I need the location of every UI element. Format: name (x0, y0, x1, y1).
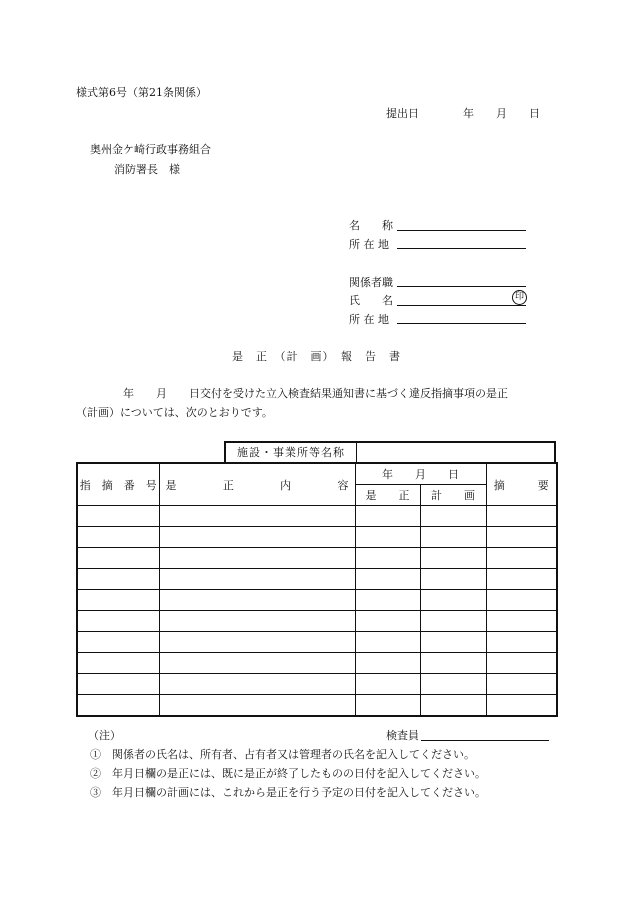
recipient-org: 奥州金ケ崎行政事務組合 (90, 143, 211, 156)
facility-name-field[interactable] (357, 443, 554, 462)
notes-list (90, 745, 486, 802)
col-header-content-1: 是 (165, 478, 177, 492)
table-row (77, 569, 557, 590)
table-header-row (77, 463, 557, 485)
document-title: 是 正 （計 画） 報 告 書 (232, 350, 401, 363)
table-row (77, 674, 557, 695)
cell-content[interactable] (159, 548, 355, 569)
recipient-title: 消防署長 様 (114, 163, 180, 176)
cell-summary[interactable] (486, 632, 557, 653)
applicant-address-label: 所 在 地 (349, 238, 389, 251)
cell-date-correction[interactable] (355, 695, 420, 717)
person-address-label: 所 在 地 (349, 313, 389, 326)
col-header-content-2: 正 (222, 478, 234, 492)
cell-date-plan[interactable] (420, 527, 486, 548)
table-row (77, 632, 557, 653)
table-row (77, 590, 557, 611)
person-address-line[interactable] (397, 323, 526, 324)
col-header-content (159, 463, 355, 506)
cell-content[interactable] (159, 569, 355, 590)
cell-date-plan[interactable] (420, 653, 486, 674)
cell-date-plan[interactable] (420, 506, 486, 527)
facility-name-row (224, 441, 556, 462)
note-1: ① 関係者の氏名は、所有者、占有者又は管理者の氏名を記入してください。 (90, 748, 475, 761)
cell-content[interactable] (159, 674, 355, 695)
cell-content[interactable] (159, 632, 355, 653)
cell-date-correction[interactable] (355, 674, 420, 695)
cell-content[interactable] (159, 653, 355, 674)
applicant-name-label: 名 称 (349, 219, 393, 232)
body-text-line1: 年 月 日交付を受けた立入検査結果通知書に基づく違反指摘事項の是正 (90, 387, 508, 400)
cell-number[interactable] (77, 569, 159, 590)
col-header-number: 指 摘 番 号 (77, 463, 159, 506)
cell-date-plan[interactable] (420, 611, 486, 632)
cell-date-correction[interactable] (355, 590, 420, 611)
submission-date: 提出日 年 月 日 (386, 107, 540, 120)
cell-number[interactable] (77, 653, 159, 674)
cell-summary[interactable] (486, 611, 557, 632)
cell-date-correction[interactable] (355, 632, 420, 653)
notes-heading: （注） (88, 729, 121, 742)
related-person-label: 関係者職 (349, 276, 393, 289)
applicant-name-line[interactable] (397, 230, 526, 231)
cell-number[interactable] (77, 590, 159, 611)
cell-date-plan[interactable] (420, 674, 486, 695)
cell-date-correction[interactable] (355, 506, 420, 527)
table-row (77, 548, 557, 569)
related-person-line[interactable] (397, 286, 526, 287)
cell-number[interactable] (77, 527, 159, 548)
cell-date-correction[interactable] (355, 653, 420, 674)
form-number: 様式第6号（第21条関係） (76, 86, 207, 99)
correction-table (76, 462, 558, 717)
person-name-line[interactable] (397, 305, 526, 306)
table-row (77, 527, 557, 548)
col-header-date-correction: 是 正 (355, 485, 420, 506)
cell-date-correction[interactable] (355, 527, 420, 548)
note-2: ② 年月日欄の是正には、既に是正が終了したものの日付を記入してください。 (90, 767, 486, 780)
inspector-label: 検査員 (386, 729, 419, 742)
cell-summary[interactable] (486, 674, 557, 695)
cell-summary[interactable] (486, 590, 557, 611)
col-header-date-plan: 計 画 (420, 485, 486, 506)
applicant-address-line[interactable] (397, 248, 526, 249)
cell-summary[interactable] (486, 569, 557, 590)
seal-icon: 印 (512, 290, 527, 305)
inspector-line[interactable] (421, 740, 549, 741)
note-3: ③ 年月日欄の計画には、これから是正を行う予定の日付を記入してください。 (90, 786, 486, 799)
cell-date-plan[interactable] (420, 548, 486, 569)
cell-number[interactable] (77, 611, 159, 632)
table-row (77, 611, 557, 632)
table-row (77, 506, 557, 527)
cell-date-plan[interactable] (420, 569, 486, 590)
cell-summary[interactable] (486, 548, 557, 569)
cell-summary[interactable] (486, 527, 557, 548)
cell-number[interactable] (77, 632, 159, 653)
cell-date-plan[interactable] (420, 632, 486, 653)
cell-content[interactable] (159, 695, 355, 717)
cell-number[interactable] (77, 674, 159, 695)
col-header-summary: 摘 要 (486, 463, 557, 506)
cell-number[interactable] (77, 548, 159, 569)
table-row (77, 695, 557, 717)
body-text-line2: （計画）については、次のとおりです。 (76, 406, 273, 419)
col-header-content-3: 内 (280, 478, 292, 492)
cell-summary[interactable] (486, 695, 557, 717)
cell-content[interactable] (159, 590, 355, 611)
person-name-label: 氏 名 (349, 294, 393, 307)
col-header-date: 年 月 日 (355, 463, 486, 485)
cell-content[interactable] (159, 527, 355, 548)
cell-content[interactable] (159, 506, 355, 527)
cell-date-correction[interactable] (355, 569, 420, 590)
cell-number[interactable] (77, 506, 159, 527)
cell-date-correction[interactable] (355, 611, 420, 632)
cell-summary[interactable] (486, 506, 557, 527)
table-row (77, 653, 557, 674)
col-header-content-4: 容 (337, 478, 349, 492)
cell-date-correction[interactable] (355, 548, 420, 569)
facility-name-label: 施設・事業所等名称 (226, 443, 357, 462)
cell-date-plan[interactable] (420, 590, 486, 611)
cell-number[interactable] (77, 695, 159, 717)
cell-summary[interactable] (486, 653, 557, 674)
cell-date-plan[interactable] (420, 695, 486, 717)
cell-content[interactable] (159, 611, 355, 632)
